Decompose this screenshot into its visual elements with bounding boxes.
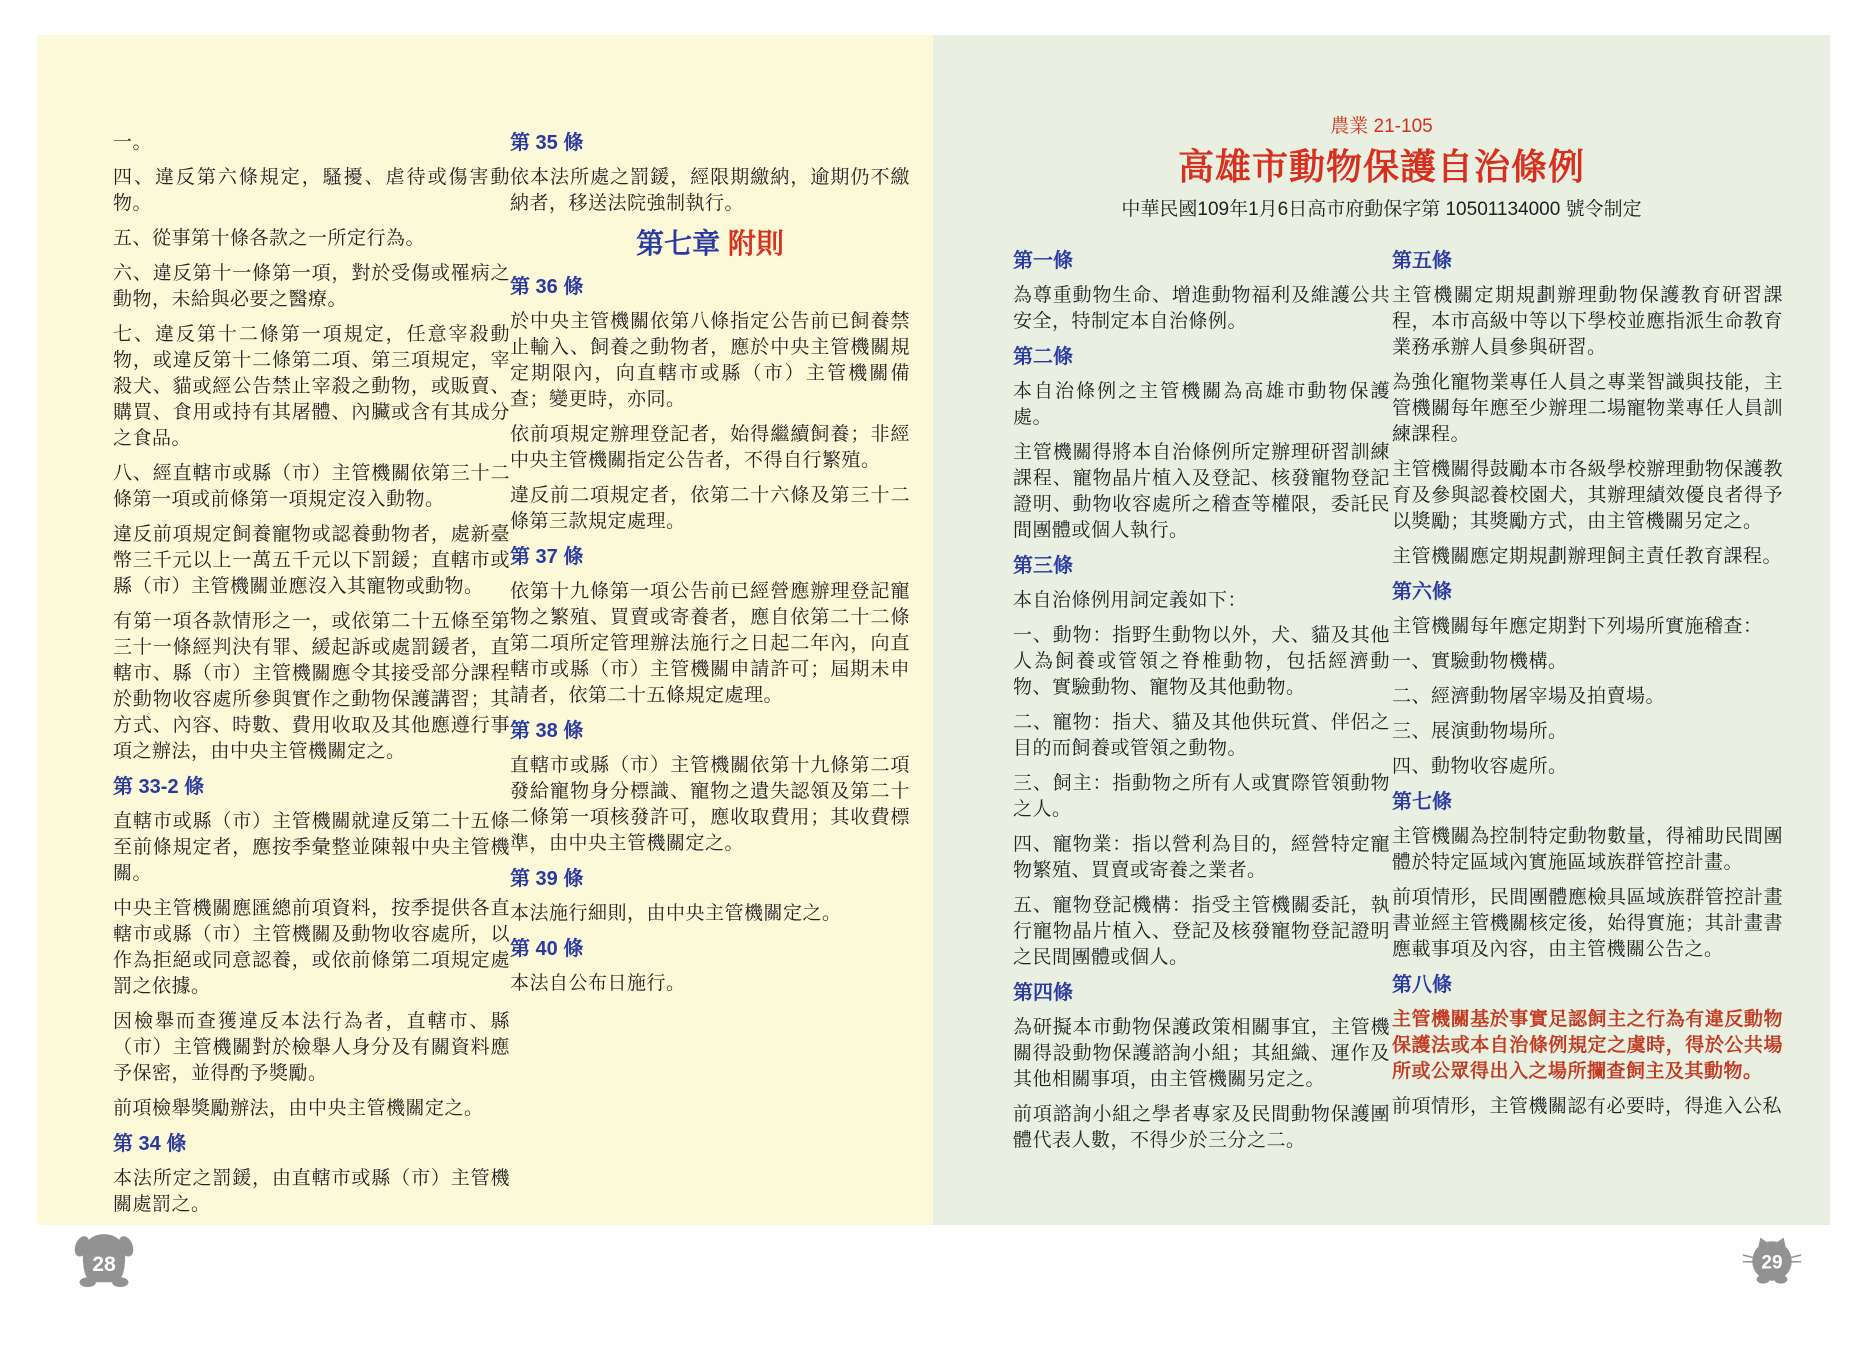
article-heading: 第五條 [1392,250,1452,272]
article-heading: 第 40 條 [510,938,584,960]
paragraph: 六、違反第十一條第一項，對於受傷或罹病之動物，未給與必要之醫療。 [113,263,510,310]
paragraph: 八、經直轄市或縣（市）主管機關依第三十二條第一項或前條第一項規定沒入動物。 [113,463,510,510]
paragraph: 四、動物收容處所。 [1392,756,1568,777]
chapter-title: 附則 [727,228,784,259]
page-number-right: 29 [1761,1252,1783,1274]
paragraph: 本法所定之罰鍰，由直轄市或縣（市）主管機關處罰之。 [113,1168,510,1215]
paragraph: 主管機關基於事實足認飼主之行為有違反動物保護法或本自治條例規定之虞時，得於公共場所或公眾得出入之場所攔查飼主及其動物。 [1392,1009,1783,1082]
document-header [933,115,1830,222]
article-heading: 第一條 [1013,250,1073,272]
paragraph: 主管機關定期規劃辦理動物保護教育研習課程，本市高級中等以下學校並應指派生命教育業務承辦人員參與研習。 [1392,285,1783,358]
paragraph: 中央主管機關應匯總前項資料，按季提供各直轄市或縣（市）主管機關及動物收容處所，以作為拒絕或同意認養，或依前條第二項規定處罰之依據。 [113,898,510,997]
paragraph: 一。 [113,132,153,153]
cat-icon [1742,1234,1802,1288]
article-heading: 第四條 [1013,982,1073,1004]
right-page-column-2 [1392,248,1783,1129]
paragraph: 有第一項各款情形之一，或依第二十五條至第三十一條經判決有罪、緩起訴或處罰鍰者，直轄市、縣（市）主管機關應令其接受部分課程於動物收容處所參與實作之動物保護講習；其方式、內容、時數、費用收取及其他應遵行事項之辦法，由中央主管機關定之。 [113,611,510,762]
article-heading: 第 35 條 [510,132,584,154]
page-number-cat-badge [1742,1234,1802,1293]
paragraph: 違反前二項規定者，依第二十六條及第三十二條第三款規定處理。 [510,485,910,532]
paragraph: 於中央主管機關依第八條指定公告前已飼養禁止輸入、飼養之動物者，應於中央主管機關規定期限內，向直轄市或縣（市）主管機關備查；變更時，亦同。 [510,311,910,410]
paragraph: 本法自公布日施行。 [510,973,686,994]
page-number-dog-badge [73,1232,135,1295]
article-heading: 第 39 條 [510,868,584,890]
paragraph: 四、寵物業：指以營利為目的，經營特定寵物繁殖、買賣或寄養之業者。 [1013,834,1390,881]
paragraph: 五、寵物登記機構：指受主管機關委託，執行寵物晶片植入、登記及核發寵物登記證明之民間團體或個人。 [1013,895,1390,968]
paragraph: 本法施行細則，由中央主管機關定之。 [510,903,842,924]
paragraph: 違反前項規定飼養寵物或認養動物者，處新臺幣三千元以上一萬五千元以下罰鍰；直轄市或縣（市）主管機關並應沒入其寵物或動物。 [113,524,510,597]
document-title: 高雄市動物保護自治條例 [1177,146,1585,187]
paragraph: 主管機關每年應定期對下列場所實施稽查： [1392,616,1763,637]
page-right [933,35,1830,1225]
article-heading: 第三條 [1013,555,1073,577]
paragraph: 主管機關為控制特定動物數量，得補助民間團體於特定區域內實施區域族群管控計畫。 [1392,826,1783,873]
article-heading: 第 34 條 [113,1133,187,1155]
paragraph: 因檢舉而查獲違反本法行為者，直轄市、縣（市）主管機關對於檢舉人身分及有關資料應予保密，並得酌予獎勵。 [113,1011,510,1084]
paragraph: 主管機關得鼓勵本市各級學校辦理動物保護教育及參與認養校園犬，其辦理績效優良者得予以獎勵；其獎勵方式，由主管機關另定之。 [1392,459,1783,532]
paragraph: 一、動物：指野生動物以外，犬、貓及其他人為飼養或管領之脊椎動物，包括經濟動物、實驗動物、寵物及其他動物。 [1013,625,1390,698]
paragraph: 前項情形，民間團體應檢具區域族群管控計畫書並經主管機關核定後，始得實施；其計畫書應載事項及內容，由主管機關公告之。 [1392,887,1783,960]
article-heading: 第 33-2 條 [113,776,205,798]
paragraph: 前項情形，主管機關認有必要時，得進入公私 [1392,1096,1783,1117]
paragraph: 四、違反第六條規定，騷擾、虐待或傷害動物。 [113,167,510,214]
paragraph: 主管機關得將本自治條例所定辦理研習訓練課程、寵物晶片植入及登記、核發寵物登記證明、動物收容處所之稽查等權限，委託民間團體或個人執行。 [1013,442,1390,541]
article-heading: 第 38 條 [510,720,584,742]
paragraph: 一、實驗動物機構。 [1392,651,1568,672]
paragraph: 直轄市或縣（市）主管機關依第十九條第二項發給寵物身分標識、寵物之遺失認領及第二十二條第一項核發許可，應收取費用；其收費標準，由中央主管機關定之。 [510,755,910,854]
paragraph: 本自治條例之主管機關為高雄市動物保護處。 [1013,381,1390,428]
paragraph: 依前項規定辦理登記者，始得繼續飼養；非經中央主管機關指定公告者，不得自行繁殖。 [510,424,910,471]
paragraph: 三、飼主：指動物之所有人或實際管領動物之人。 [1013,773,1390,820]
article-heading: 第七條 [1392,791,1452,813]
dog-icon [73,1232,135,1290]
chapter-heading [510,226,910,262]
chapter-number: 第七章 [636,228,721,259]
paragraph: 前項檢舉獎勵辦法，由中央主管機關定之。 [113,1098,484,1119]
paragraph: 為強化寵物業專任人員之專業智識與技能，主管機關每年應至少辦理二場寵物業專任人員訓練課程。 [1392,372,1783,445]
article-heading: 第六條 [1392,581,1452,603]
paragraph: 五、從事第十條各款之一所定行為。 [113,228,426,249]
paragraph: 二、經濟動物屠宰場及拍賣場。 [1392,686,1666,707]
paragraph: 依本法所處之罰鍰，經限期繳納，逾期仍不繳納者，移送法院強制執行。 [510,167,910,214]
document-code: 農業 21-105 [1330,116,1433,137]
left-page-column-1 [113,130,510,1227]
paragraph: 依第十九條第一項公告前已經營應辦理登記寵物之繁殖、買賣或寄養者，應自依第二十二條第二項所定管理辦法施行之日起二年內，向直轄市或縣（市）主管機關申請許可；屆期未申請者，依第二十五條規定處理。 [510,581,910,706]
paragraph: 三、展演動物場所。 [1392,721,1568,742]
paragraph: 二、寵物：指犬、貓及其他供玩賞、伴侶之目的而飼養或管領之動物。 [1013,712,1390,759]
page-left [37,35,933,1225]
paragraph: 前項諮詢小組之學者專家及民間動物保護團體代表人數，不得少於三分之二。 [1013,1104,1390,1151]
paragraph: 為尊重動物生命、增進動物福利及維護公共安全，特制定本自治條例。 [1013,285,1390,332]
article-heading: 第 37 條 [510,546,584,568]
paragraph: 七、違反第十二條第一項規定，任意宰殺動物，或違反第十二條第二項、第三項規定，宰殺犬、貓或經公告禁止宰殺之動物，或販賣、購買、食用或持有其屠體、內臟或含有其成分之食品。 [113,324,510,449]
document-subtitle: 中華民國109年1月6日高市府動保字第 10501134000 號令制定 [1121,199,1642,220]
paragraph: 主管機關應定期規劃辦理飼主責任教育課程。 [1392,546,1783,567]
page-number-left: 28 [92,1252,116,1276]
article-heading: 第 36 條 [510,276,584,298]
left-page-column-2 [510,130,910,1006]
right-page-column-1 [1013,248,1390,1163]
paragraph: 為研擬本市動物保護政策相關事宜，主管機關得設動物保護諮詢小組；其組織、運作及其他相關事項，由主管機關另定之。 [1013,1017,1390,1090]
article-heading: 第八條 [1392,974,1452,996]
paragraph: 直轄市或縣（市）主管機關就違反第二十五條至前條規定者，應按季彙整並陳報中央主管機關。 [113,811,510,884]
article-heading: 第二條 [1013,346,1073,368]
paragraph: 本自治條例用詞定義如下： [1013,590,1248,611]
